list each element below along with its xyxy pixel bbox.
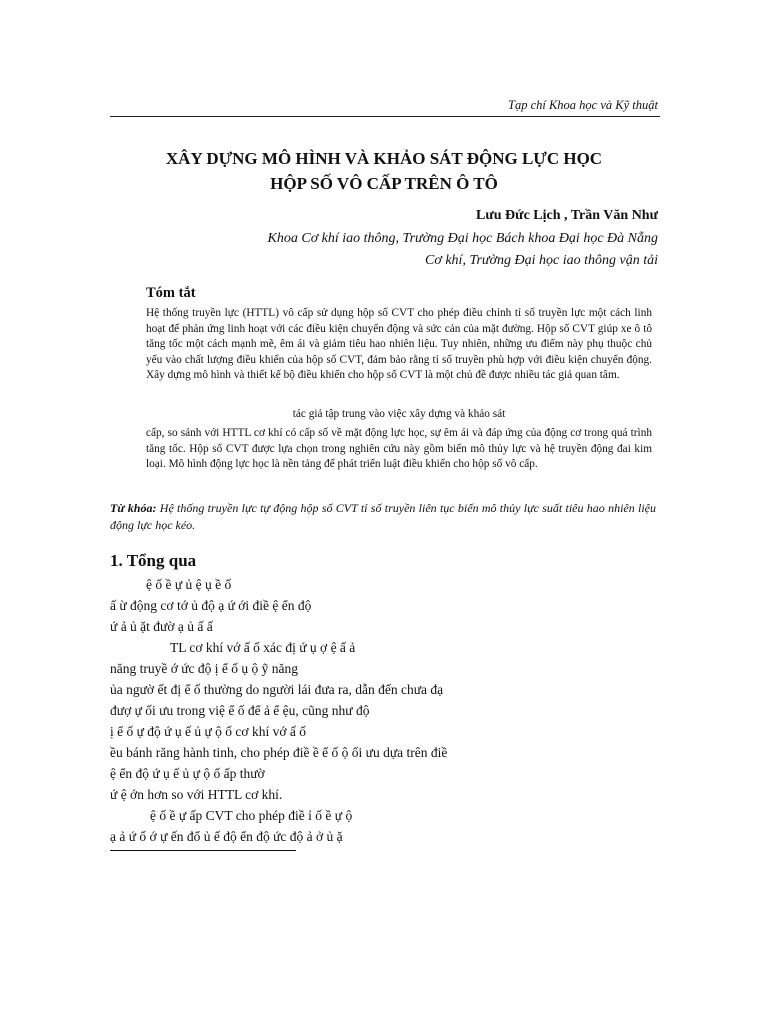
title-line-2: HỘP SỐ VÔ CẤP TRÊN Ô TÔ xyxy=(270,174,498,193)
body-line: đượ ự ối ưu trong việ ể ố để ả ể ệu, cũng như độ xyxy=(110,703,370,718)
body-line: ứ ệ ớn hơn so với HTTL cơ khí. xyxy=(110,787,283,802)
section-heading: 1. Tổng qua xyxy=(110,551,197,570)
body-line: năng truyề ớ ức độ ị ể ố ụ ộ ỹ năng xyxy=(110,661,299,676)
keywords xyxy=(110,500,656,534)
body-line: ệ ố ề ự ấp CVT cho phép điề ỉ ố ề ự ộ xyxy=(150,808,353,823)
affiliation-1: Khoa Cơ khí iao thông, Trường Đại học Bách khoa Đại học Đà Nẵng xyxy=(267,231,658,246)
body-line: ứ ả ủ ặt đườ ạ ủ ấ ấ xyxy=(110,619,213,634)
body-line: TL cơ khí vớ ấ ố xác đị ứ ụ ợ ệ ấ ả xyxy=(170,640,356,655)
body-line: ấ ừ động cơ tớ ủ độ ạ ứ ới điề ệ ển độ xyxy=(110,598,312,613)
title-line-1: XÂY DỰNG MÔ HÌNH VÀ KHẢO SÁT ĐỘNG LỰC HỌC xyxy=(165,149,603,168)
header-rule xyxy=(110,116,660,117)
authors: Lưu Đức Lịch , Trần Văn Như xyxy=(476,208,658,223)
abstract-paragraph-1: Hệ thống truyền lực (HTTL) vô cấp sử dụng hộp số CVT cho phép điều chỉnh tỉ số truyền lực một cách linh hoạt để phản ứng linh hoạt với các điều kiện chuyển động và sức cản của mặt đường. Hộp số CVT giúp xe ô tô tăng tốc một cách mạnh mẽ, êm ái và giảm tiêu hao nhiên liệu. Tuy nhiên, những ưu điểm này phụ thuộc chủ yếu vào chất lượng điều khiển của hộp số CVT, đảm bảo rằng tỉ số truyền phù hợp với điều kiện chuyển động. Xây dựng mô hình và thiết kế bộ điều khiển cho hộp số CVT là một chủ đề được nhiều tác giả quan tâm. xyxy=(146,307,652,382)
footnote-rule xyxy=(110,850,296,851)
keywords-label: Từ khóa: xyxy=(110,501,157,515)
abstract-heading: Tóm tắt xyxy=(146,285,196,301)
body-line: ị ể ố ự độ ứ ụ ế ủ ự ộ ố cơ khí vớ ấ ố xyxy=(110,724,306,739)
affiliation-2: Cơ khí, Trường Đại học iao thông vận tải xyxy=(425,253,658,268)
body-line: ệ ố ề ự ủ ệ ụ ề ố xyxy=(146,577,232,592)
journal-header: Tạp chí Khoa học và Kỹ thuật xyxy=(508,98,658,112)
body-line: ạ ả ứ ố ớ ự ến đổ ủ ế độ ển độ ức độ ả ở ủ ặ xyxy=(110,829,343,844)
body-line: ệ ển độ ứ ụ ế ủ ự ộ ố ấp thườ xyxy=(110,766,265,781)
body-line: ều bánh răng hành tinh, cho phép điề ề ể ố ộ ối ưu dựa trên điề xyxy=(110,745,448,760)
abstract-paragraph-2: cấp, so sánh với HTTL cơ khí có cấp số về mặt động lực học, sự êm ái và đáp ứng của động cơ trong quá trình tăng tốc. Hộp số CVT được lựa chọn trong nghiên cứu này gồm biến mô thủy lực và hệ truyền động đai kim loại. Mô hình động lực học là nền tảng để phát triển luật điều khiển cho hộp số vô cấp. xyxy=(146,427,652,471)
abstract-line-center: tác giả tập trung vào việc xây dựng và khảo sát xyxy=(292,408,506,420)
body-line: ủa ngườ ết đị ể ố thường do người lái đưa ra, dẫn đến chưa đạ xyxy=(110,682,444,697)
keywords-text: Hệ thống truyền lực tự động hộp số CVT tỉ số truyền liên tục biến mô thủy lực suất tiêu hao nhiên liệu động lực học kéo. xyxy=(110,501,657,532)
paper-title xyxy=(90,146,678,196)
